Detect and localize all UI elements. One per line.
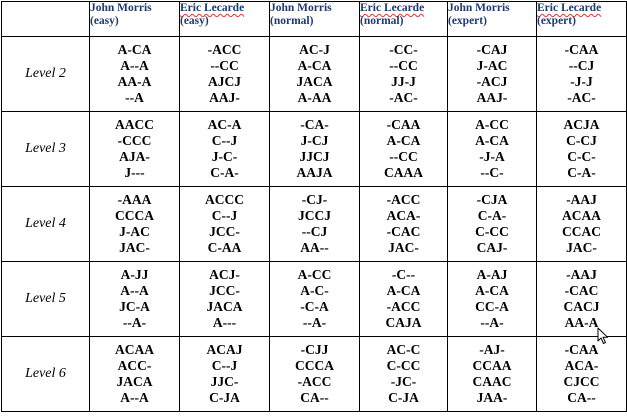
- sequence-line: ACJ-: [209, 267, 240, 282]
- sequence-line: C-A-: [477, 208, 507, 223]
- sequence-line: A--A: [120, 58, 149, 73]
- sequence-line: CAAC: [472, 374, 512, 389]
- sequence-line: JJCJ: [299, 149, 330, 164]
- column-header-6: [537, 2, 627, 37]
- sequence-line: JJC-: [210, 374, 239, 389]
- sequence-line: AA-A: [117, 74, 152, 89]
- sequence-line: A--A: [120, 390, 149, 405]
- sequence-cell: [90, 337, 180, 412]
- sequence-line: -CAA: [386, 117, 421, 132]
- sequence-line: -AC-: [567, 90, 596, 105]
- sequence-line: CA--: [300, 390, 329, 405]
- sequence-line: C--J: [211, 358, 238, 373]
- sequence-line: --C-: [480, 165, 504, 180]
- sequence-line: AA-A: [564, 315, 599, 330]
- sequence-line: C--J: [211, 208, 238, 223]
- sequence-line: C-AA: [207, 240, 242, 255]
- sequence-cell: [90, 262, 180, 337]
- column-header-3: [270, 2, 360, 37]
- sequence-line: AAJ-: [209, 90, 240, 105]
- sequence-cell: [90, 112, 180, 187]
- sequence-line: -CJJ: [300, 342, 329, 357]
- sequence-line: J-C-: [211, 149, 238, 164]
- sequence-line: A-CC: [297, 267, 332, 282]
- mouse-pointer-icon: [597, 327, 609, 345]
- sequence-line: ACAJ: [206, 342, 243, 357]
- sequence-cell: [537, 37, 627, 112]
- sequence-line: CJCC: [563, 374, 600, 389]
- corner-cell: [2, 2, 90, 37]
- sequence-line: JC-A: [119, 299, 150, 314]
- sequence-line: A-AJ: [476, 267, 508, 282]
- sequence-line: ACC-: [117, 358, 152, 373]
- column-header-name: John Morris: [448, 2, 510, 14]
- sequence-line: -AAJ: [566, 192, 597, 207]
- sequence-cell: [270, 112, 360, 187]
- sequence-line: CC-A: [475, 299, 509, 314]
- table-body: [2, 37, 627, 412]
- column-header-2: [180, 2, 270, 37]
- sequence-line: ACA-: [386, 208, 421, 223]
- sequence-line: ACCC: [205, 192, 244, 207]
- sequence-line: A--A: [120, 283, 149, 298]
- column-header-difficulty: (expert): [448, 15, 487, 27]
- table-row: [2, 337, 627, 412]
- sequence-line: -JC-: [390, 374, 417, 389]
- sequence-line: -CAC: [564, 283, 599, 298]
- sequence-line: JCCJ: [298, 208, 331, 223]
- sequence-line: --A: [125, 90, 144, 105]
- column-header-difficulty: (expert): [537, 15, 576, 27]
- sequence-line: AAJA: [296, 165, 333, 180]
- sequence-line: JACA: [206, 299, 243, 314]
- sequence-line: --CJ: [301, 224, 328, 239]
- sequence-cell: [180, 37, 270, 112]
- sequence-line: A-C-: [300, 283, 329, 298]
- sequence-line: JCC-: [209, 224, 240, 239]
- sequence-line: JAC-: [566, 240, 597, 255]
- column-header-5: [448, 2, 537, 37]
- sequence-line: JCC-: [209, 283, 240, 298]
- sequence-line: A-CA: [297, 58, 332, 73]
- sequence-line: -CCC: [117, 133, 152, 148]
- sequence-cell: [360, 262, 448, 337]
- sequence-line: -C-A: [300, 299, 329, 314]
- sequence-line: A-JJ: [120, 267, 149, 282]
- sequence-line: C-CJ: [566, 133, 597, 148]
- sequence-line: AC-J: [299, 42, 330, 57]
- sequence-cell: [360, 37, 448, 112]
- column-header-name: Eric Lecarde: [360, 2, 425, 14]
- sequence-line: --CJ: [568, 58, 595, 73]
- sequence-cell: [270, 337, 360, 412]
- sequence-line: --CC: [389, 58, 418, 73]
- sequence-line: J-AC: [476, 58, 508, 73]
- sequence-cell: [360, 112, 448, 187]
- sequence-cell: [180, 112, 270, 187]
- column-header-name: John Morris: [270, 2, 332, 14]
- sequence-line: -AAJ: [566, 267, 597, 282]
- sequence-line: -J-A: [479, 149, 505, 164]
- sequence-line: -CAC: [386, 224, 421, 239]
- sequence-line: JAC-: [388, 240, 419, 255]
- sequence-line: JAC-: [119, 240, 150, 255]
- column-header-name: Eric Lecarde: [537, 2, 602, 14]
- column-header-name: Eric Lecarde: [180, 2, 245, 14]
- sequence-line: A-CA: [386, 133, 421, 148]
- sequence-line: C-CC: [475, 224, 509, 239]
- sequence-line: -C--: [391, 267, 416, 282]
- sequence-line: --A-: [480, 315, 504, 330]
- sequence-cell: [537, 337, 627, 412]
- sequence-line: -CAA: [564, 42, 599, 57]
- sequence-line: C-CC: [386, 358, 421, 373]
- sequence-line: C-JA: [209, 390, 240, 405]
- level-label: Level 5: [2, 262, 90, 337]
- sequence-line: ACA-: [564, 358, 599, 373]
- sequence-line: ACJA: [563, 117, 600, 132]
- sequence-cell: [180, 337, 270, 412]
- sequence-line: A-CA: [475, 283, 509, 298]
- sequence-line: CAJ-: [476, 240, 508, 255]
- sequence-cell: [448, 112, 537, 187]
- sequence-line: JAA-: [476, 390, 508, 405]
- level-label: Level 4: [2, 187, 90, 262]
- column-header-difficulty: (easy): [180, 15, 209, 27]
- sequence-line: C-A-: [210, 165, 239, 180]
- sequence-cell: [270, 262, 360, 337]
- sequence-line: AAJ-: [476, 90, 508, 105]
- sequence-line: C-JA: [388, 390, 419, 405]
- sequence-line: -ACJ: [476, 74, 508, 89]
- sequence-line: ACAA: [562, 208, 601, 223]
- sequence-line: JACA: [116, 374, 153, 389]
- sequence-cell: [90, 187, 180, 262]
- sequence-cell: [448, 37, 537, 112]
- sequence-line: A-AA: [297, 90, 332, 105]
- sequence-line: AC-A: [207, 117, 242, 132]
- sequence-line: -CAJ: [476, 42, 508, 57]
- sequence-line: AA--: [300, 240, 329, 255]
- sequence-line: JACA: [296, 74, 333, 89]
- sequence-line: -J-J: [570, 74, 593, 89]
- sequence-cell: [360, 187, 448, 262]
- level-label: Level 2: [2, 37, 90, 112]
- sequence-cell: [537, 262, 627, 337]
- sequence-cell: [90, 37, 180, 112]
- sequence-line: CACJ: [563, 299, 600, 314]
- sequence-line: J-AC: [119, 224, 150, 239]
- column-header-1: [90, 2, 180, 37]
- column-header-difficulty: (easy): [90, 15, 119, 27]
- column-header-name: John Morris: [90, 2, 152, 14]
- sequence-cell: [448, 337, 537, 412]
- sequence-cell: [360, 337, 448, 412]
- sequence-cell: [448, 187, 537, 262]
- sequence-cell: [270, 187, 360, 262]
- sequence-line: -CAA: [564, 342, 599, 357]
- sequence-line: A-CA: [117, 42, 152, 57]
- sequence-line: AJCJ: [208, 74, 241, 89]
- sequence-line: J---: [124, 165, 145, 180]
- sequence-line: -AJ-: [479, 342, 505, 357]
- sequence-line: CCAA: [472, 358, 512, 373]
- sequence-line: -ACC: [207, 42, 242, 57]
- sequence-line: --A-: [122, 315, 147, 330]
- sequence-line: A---: [212, 315, 237, 330]
- sequence-line: -AAA: [117, 192, 152, 207]
- sequence-line: ACAA: [115, 342, 154, 357]
- sequence-line: CCAC: [562, 224, 601, 239]
- sequence-line: A-CA: [475, 133, 509, 148]
- sequence-cell: [448, 262, 537, 337]
- level-label: Level 6: [2, 337, 90, 412]
- sequence-line: JJ-J: [391, 74, 416, 89]
- table-row: [2, 187, 627, 262]
- sequence-line: AACC: [115, 117, 154, 132]
- table-row: [2, 112, 627, 187]
- column-header-difficulty: (normal): [270, 15, 314, 27]
- sequence-line: CAAA: [384, 165, 423, 180]
- sequence-line: A-CC: [475, 117, 509, 132]
- table-row: [2, 262, 627, 337]
- sequence-line: -CC-: [389, 42, 418, 57]
- sequence-line: -AC-: [389, 90, 418, 105]
- sequence-line: -CA-: [300, 117, 329, 132]
- sequence-line: CA--: [567, 390, 596, 405]
- sequence-line: CAJA: [385, 315, 422, 330]
- sequence-cell: [270, 37, 360, 112]
- level-table: [1, 1, 627, 412]
- sequence-line: CCCA: [115, 208, 154, 223]
- sequence-cell: [180, 262, 270, 337]
- sequence-line: J-CJ: [300, 133, 329, 148]
- sequence-line: -ACC: [386, 299, 421, 314]
- sequence-line: --CC: [389, 149, 418, 164]
- sequence-cell: [537, 112, 627, 187]
- sequence-line: -ACC: [297, 374, 332, 389]
- sequence-line: A-CA: [386, 283, 421, 298]
- header-row: [2, 2, 627, 37]
- sequence-line: C--J: [211, 133, 238, 148]
- level-label: Level 3: [2, 112, 90, 187]
- sequence-line: CCCA: [295, 358, 334, 373]
- column-header-difficulty: (normal): [360, 15, 404, 27]
- sequence-line: AC-C: [386, 342, 421, 357]
- sequence-line: -ACC: [386, 192, 421, 207]
- table-row: [2, 37, 627, 112]
- sequence-cell: [537, 187, 627, 262]
- sequence-line: --A-: [302, 315, 327, 330]
- sequence-line: -CJ-: [301, 192, 328, 207]
- sequence-line: C-A-: [567, 165, 596, 180]
- sequence-line: C-C-: [567, 149, 596, 164]
- column-header-4: [360, 2, 448, 37]
- sequence-line: AJA-: [119, 149, 150, 164]
- sequence-cell: [180, 187, 270, 262]
- sequence-line: --CC: [210, 58, 239, 73]
- sequence-line: -CJA: [476, 192, 508, 207]
